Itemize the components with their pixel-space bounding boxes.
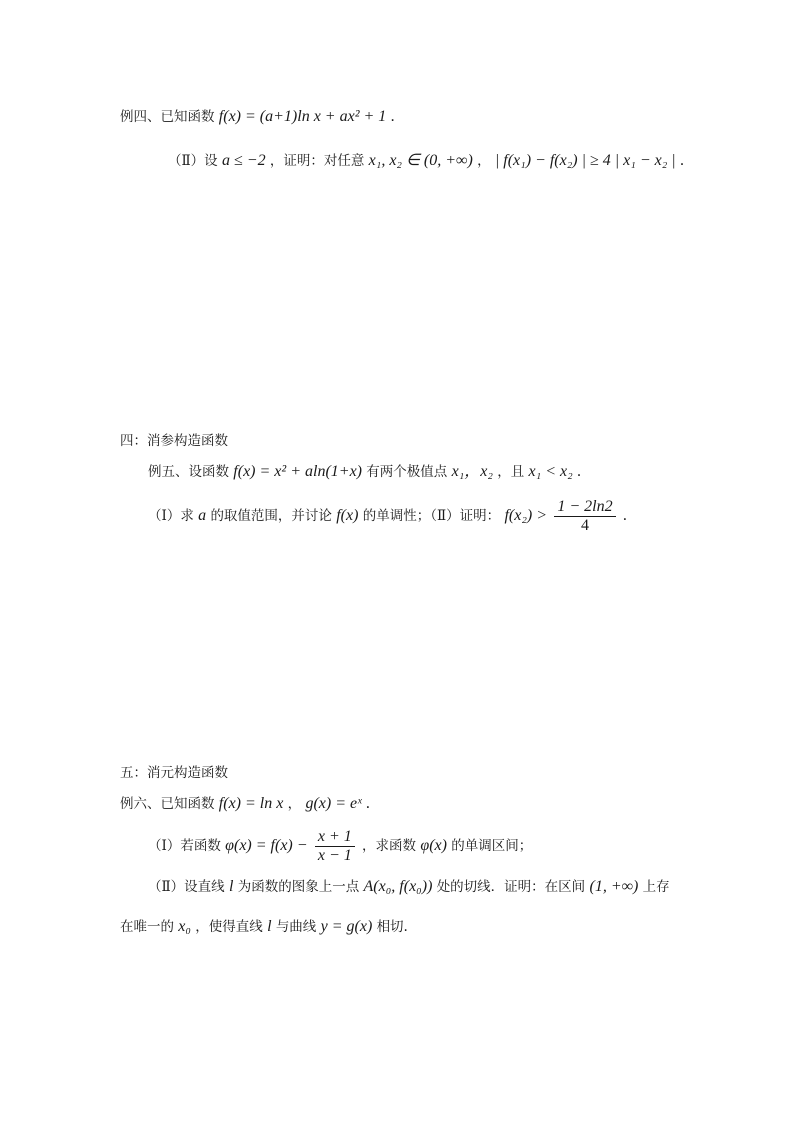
example6-part2-text2: 处的切线．证明：在区间 bbox=[436, 879, 586, 895]
example6-part1 bbox=[148, 826, 532, 866]
example4-end: . bbox=[390, 108, 395, 125]
example5-fraction-numerator: 1 − 2ln2 bbox=[554, 498, 615, 517]
example6-part1-phi2: φ(x) bbox=[420, 837, 447, 854]
example4-part2-prove: ，证明：对任意 bbox=[269, 153, 365, 169]
example5-part1-text: 的取值范围，并讨论 bbox=[210, 508, 332, 524]
example5-part1-text2: 的单调性；（Ⅱ）证明： bbox=[362, 508, 501, 524]
example6-part1-text: ，求函数 bbox=[362, 838, 417, 854]
section5-heading: 五：消元构造函数 bbox=[120, 765, 228, 781]
example4-statement bbox=[120, 106, 395, 128]
example6-x0: x₀ bbox=[178, 918, 191, 935]
example4-part2-label: （Ⅱ）设 bbox=[168, 153, 218, 169]
example6-line2-d: 相切. bbox=[376, 919, 408, 935]
example4-formula: f(x) = (a+1)ln x + ax² + 1 bbox=[218, 108, 387, 125]
example5-part1-func: f(x) bbox=[336, 507, 359, 524]
example5-part1-label: （Ⅰ）求 bbox=[148, 508, 194, 524]
example5-text: 有两个极值点 bbox=[366, 464, 448, 480]
example5-part2-end: . bbox=[622, 507, 627, 524]
example6-statement bbox=[120, 793, 370, 815]
example5-end: . bbox=[576, 463, 581, 480]
example4-part2-condition: a ≤ −2 bbox=[221, 152, 266, 169]
example6-f: f(x) = ln x bbox=[218, 795, 284, 812]
example5-part1-var: a bbox=[198, 507, 207, 524]
example5-part2-lhs: f(x₂) > bbox=[504, 507, 548, 524]
example6-fraction bbox=[315, 828, 355, 865]
section4-heading: 四：消参构造函数 bbox=[120, 433, 228, 449]
example6-part2-label: （Ⅱ）设直线 bbox=[148, 879, 225, 895]
example6-end: . bbox=[365, 795, 370, 812]
example6-part2-interval: (1, +∞) bbox=[589, 878, 639, 895]
example4-part2-sep: ， bbox=[477, 153, 491, 169]
example6-part2-text3: 上存 bbox=[642, 879, 670, 895]
example6-line2-c: 与曲线 bbox=[275, 919, 317, 935]
example4-part2-vars: x₁, x₂ ∈ (0, +∞) bbox=[368, 152, 473, 169]
example4-label: 例四、已知函数 bbox=[120, 109, 215, 125]
example4-part2-inequality: | f(x₁) − f(x₂) | ≥ 4 | x₁ − x₂ | bbox=[494, 152, 676, 169]
example5-fraction-denominator: 4 bbox=[580, 517, 589, 534]
example6-part2-point: A(x₀, f(x₀)) bbox=[363, 878, 433, 895]
example6-part1-label: （Ⅰ）若函数 bbox=[148, 838, 221, 854]
example6-sep: ， bbox=[287, 796, 302, 812]
example5-fraction bbox=[554, 498, 615, 535]
example5-vars: x₁，x₂ bbox=[451, 463, 493, 480]
example6-g: g(x) = eˣ bbox=[305, 795, 362, 812]
example6-part1-phi: φ(x) = f(x) − bbox=[225, 837, 308, 854]
example4-part2-end: . bbox=[680, 152, 684, 169]
example5-parts bbox=[148, 496, 627, 536]
example6-label: 例六、已知函数 bbox=[120, 796, 215, 812]
example6-fraction-numerator: x + 1 bbox=[315, 828, 355, 847]
example6-part2 bbox=[148, 876, 670, 898]
example6-line2-b: ，使得直线 bbox=[195, 919, 263, 935]
example6-curve: y = g(x) bbox=[320, 918, 373, 935]
example5-label: 例五、设函数 bbox=[148, 464, 229, 480]
example5-cond: x₁ < x₂ bbox=[528, 463, 573, 480]
example5-statement bbox=[148, 461, 581, 483]
example6-part2-text: 为函数的图象上一点 bbox=[237, 879, 360, 895]
example6-l2: l bbox=[267, 918, 272, 935]
example5-formula: f(x) = x² + aln(1+x) bbox=[233, 463, 362, 480]
example6-part2-l: l bbox=[228, 878, 234, 895]
example4-part2 bbox=[168, 150, 684, 172]
example5-cond-label: ，且 bbox=[497, 464, 525, 480]
example6-part2-continued bbox=[120, 916, 408, 938]
example6-line2-a: 在唯一的 bbox=[120, 919, 174, 935]
example6-fraction-denominator: x − 1 bbox=[317, 847, 352, 864]
example6-part1-text2: 的单调区间； bbox=[451, 838, 533, 854]
